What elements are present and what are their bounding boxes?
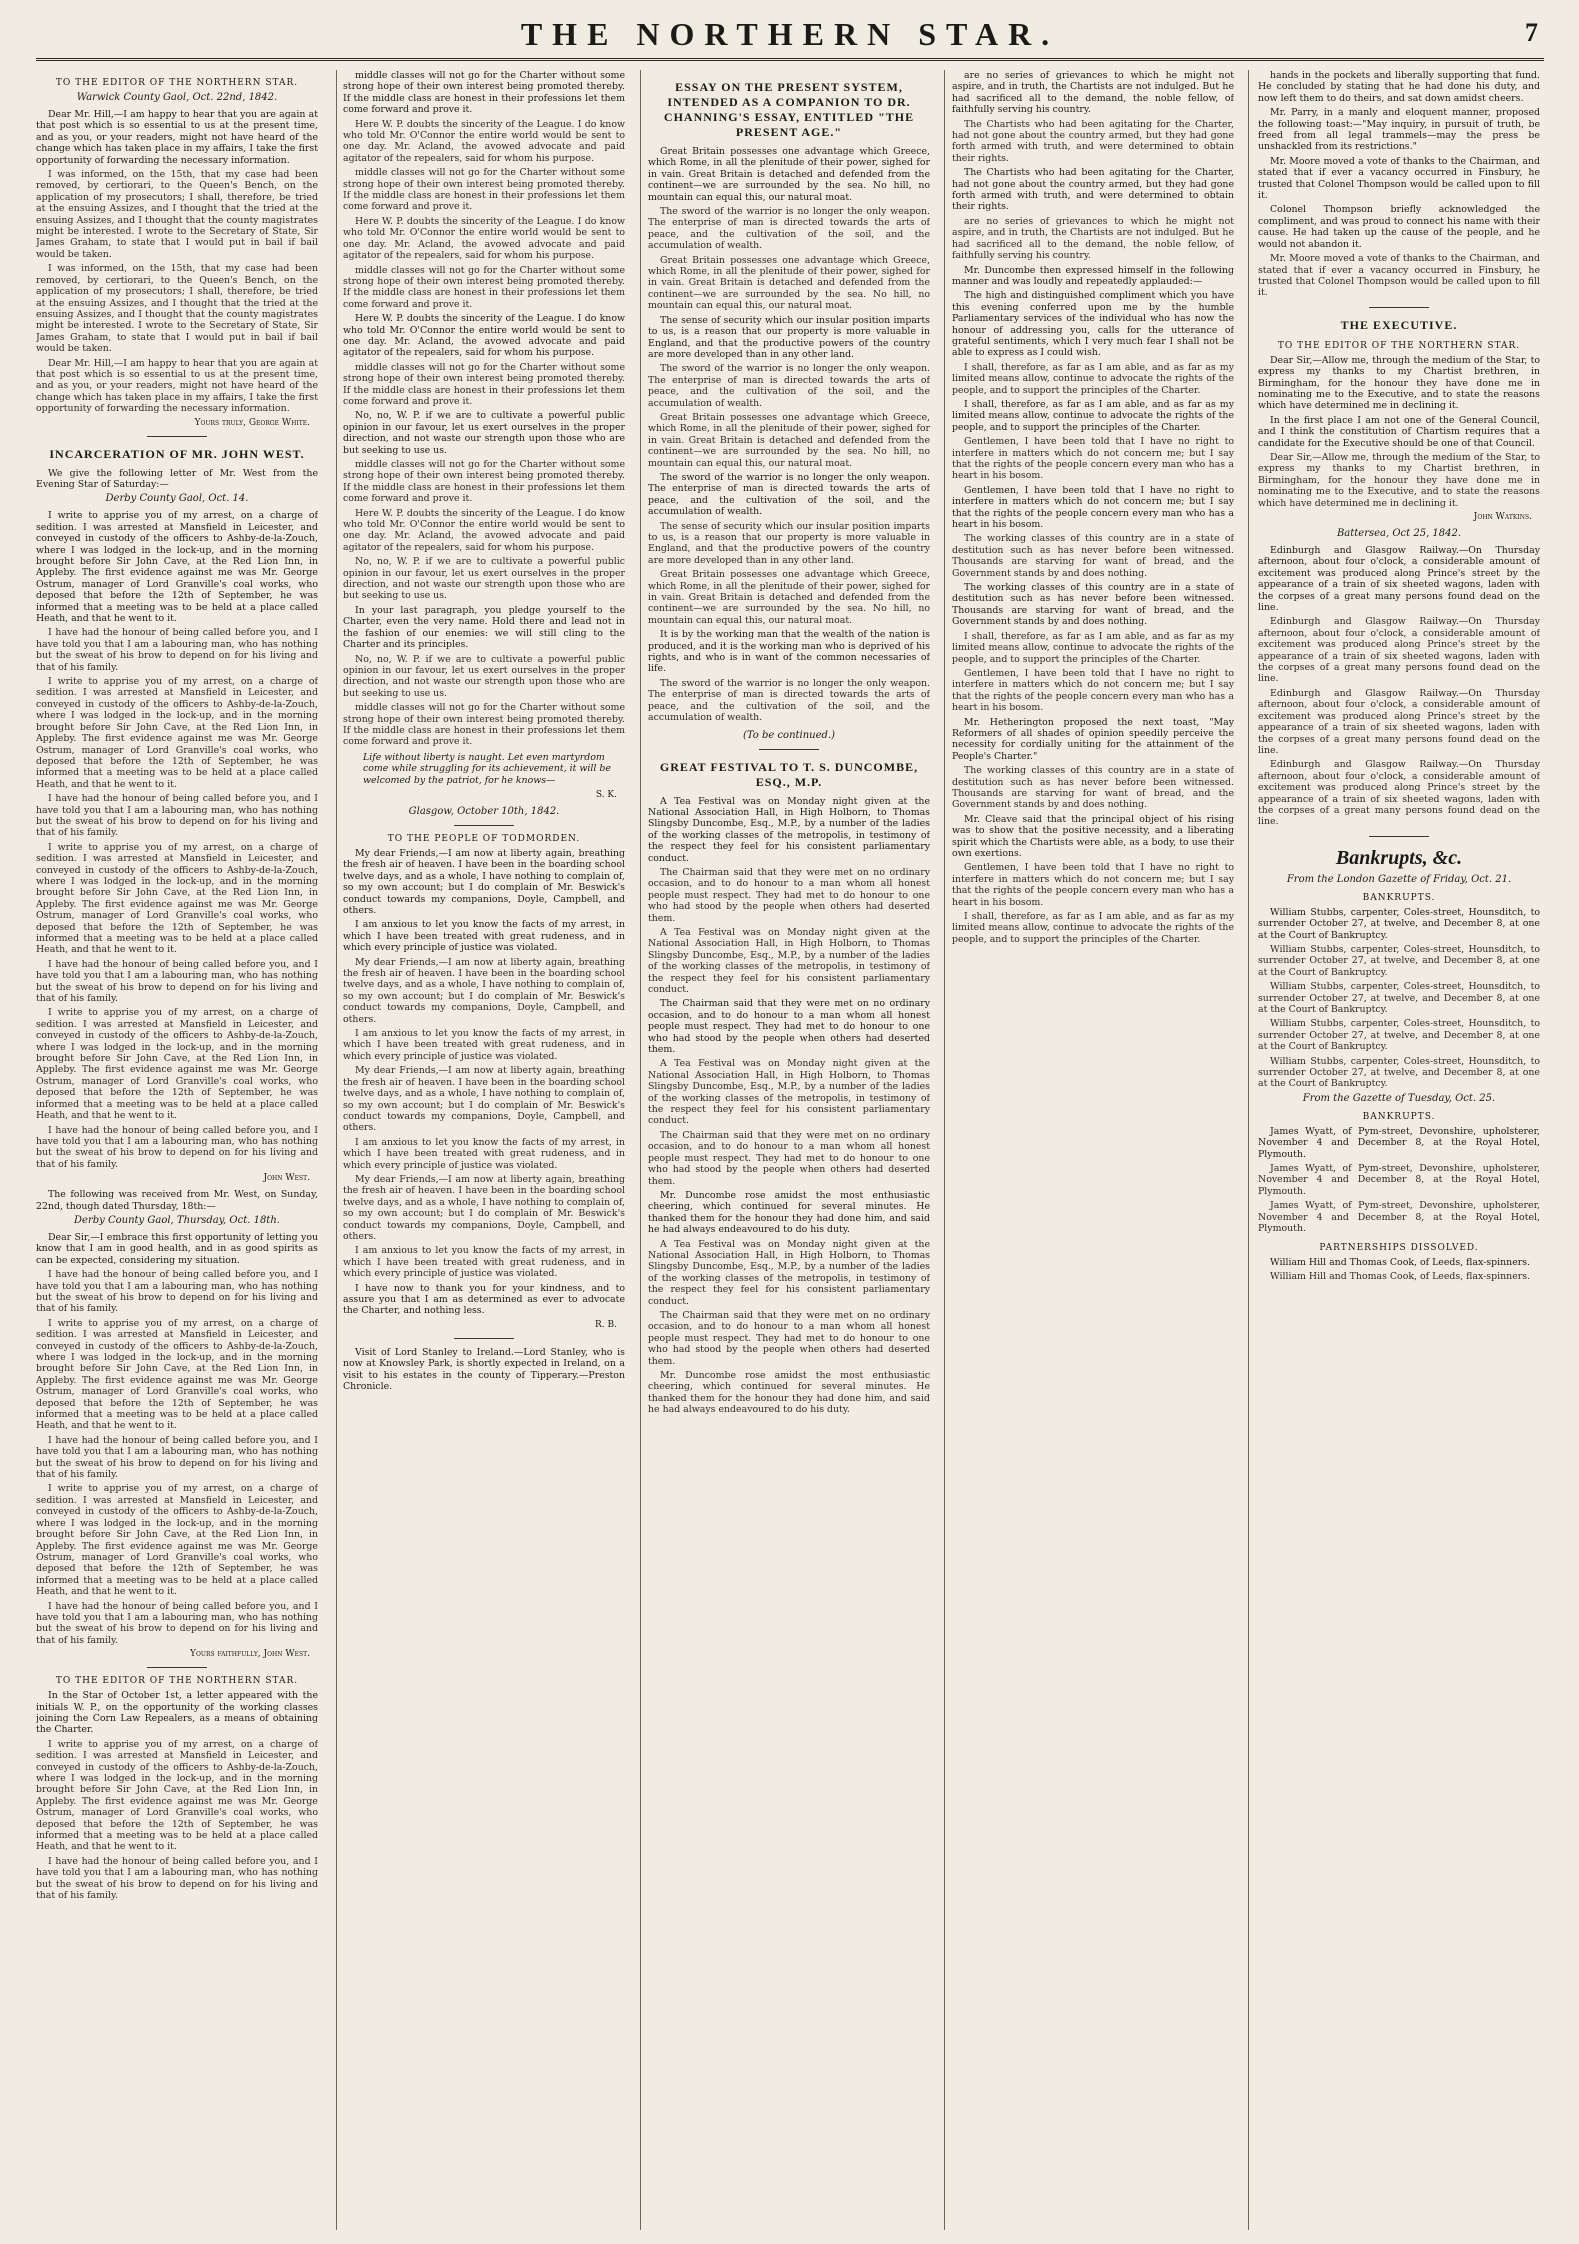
article-paragraph: middle classes will not go for the Charter without some strong hope of their own interest being promoted thereby. If the middle class are honest in their professions let them come forward and prove it. — [343, 167, 625, 213]
column-rule — [336, 70, 337, 2230]
column-grid — [36, 70, 1544, 2230]
article-paragraph: Mr. Duncombe rose amidst the most enthusiastic cheering, which continued for several minutes. He thanked them for the honour they had done him, and said he had always endeavoured to do his duty. — [648, 1370, 930, 1416]
letter-dateline: Derby County Gaol, Thursday, Oct. 18th. — [74, 1214, 280, 1226]
news-item: Edinburgh and Glasgow Railway.—On Thursday afternoon, about four o'clock, a considerable amount of excitement was produced along Prince's street by the appearance of a train of six sheeted wagons, laden with the corpses of a great many persons found dead on the line. — [1258, 759, 1540, 828]
article-paragraph: No, no, W. P. if we are to cultivate a powerful public opinion in our favour, let us exert ourselves in the proper direction, and not waste our strength upon those who are but seeking to use us. — [343, 556, 625, 602]
article-paragraph: The Chartists who had been agitating for the Charter, had not gone about the country armed, but they had gone forth armed with truth, and were determined to obtain their rights. — [952, 167, 1234, 213]
article-paragraph: My dear Friends,—I am now at liberty again, breathing the fresh air of heaven. I have been in the boarding school twelve days, and as a whole, I have nothing to complain of, so my own account; but I do complain of Mr. Beswick's conduct towards my companions, Doyle, Campbell, and others. — [343, 1065, 625, 1134]
article-paragraph: Mr. Parry, in a manly and eloquent manner, proposed the following toast:—"May inquiry, in pursuit of truth, be freed from all legal trammels—may the press be unshackled from its restrictions." — [1258, 107, 1540, 153]
article-paragraph: I am anxious to let you know the facts of my arrest, in which I have been treated with great rudeness, and in which every principle of justice was violated. — [343, 1028, 625, 1062]
news-item: Edinburgh and Glasgow Railway.—On Thursday afternoon, about four o'clock, a considerable amount of excitement was produced along Prince's street by the appearance of a train of six sheeted wagons, laden with the corpses of a great many persons found dead on the line. — [1258, 616, 1540, 685]
list-heading: PARTNERSHIPS DISSOLVED. — [1319, 1242, 1479, 1253]
article-paragraph: I write to apprise you of my arrest, on a charge of sedition. I was arrested at Mansfield in Leicester, and conveyed in custody of the officers to Ashby-de-la-Zouch, where I was lodged in the lock-up, and in the morning brought before Sir John Cave, at the Red Lion Inn, in Appleby. The first evidence against me was Mr. George Ostrum, manager of Lord Granville's coal works, who deposed that before the 12th of September, he was informed that a meeting was to be held at a place called Heath, and that he went to it. — [36, 1007, 318, 1122]
article-paragraph: I have had the honour of being called before you, and I have told you that I am a labouring man, who has nothing but the sweat of his brow to depend on for his living and that of his family. — [36, 1434, 318, 1481]
list-item: William Stubbs, carpenter, Coles-street, Hounsditch, to surrender October 27, at twelve, and December 8, at one at the Court of Bankruptcy. — [1258, 906, 1540, 941]
article-paragraph: My dear Friends,—I am now at liberty again, breathing the fresh air of heaven. I have been in the boarding school twelve days, and as a whole, I have nothing to complain of, so my own account; but I do complain of Mr. Beswick's conduct towards my companions, Doyle, Campbell, and others. — [343, 1173, 625, 1242]
divider — [454, 1338, 514, 1339]
article-paragraph: No, no, W. P. if we are to cultivate a powerful public opinion in our favour, let us exert ourselves in the proper direction, and not waste our strength upon those who are but seeking to use us. — [343, 410, 625, 456]
column-2 — [343, 70, 625, 2230]
article-paragraph: Dear Sir,—I embrace this first opportunity of letting you know that I am in good health, and in as good spirits as can be expected, considering my situation. — [36, 1231, 318, 1266]
article-paragraph: I write to apprise you of my arrest, on a charge of sedition. I was arrested at Mansfield in Leicester, and conveyed in custody of the officers to Ashby-de-la-Zouch, where I was lodged in the lock-up, and in the morning brought before Sir John Cave, at the Red Lion Inn, in Appleby. The first evidence against me was Mr. George Ostrum, manager of Lord Granville's coal works, who deposed that before the 12th of September, he was informed that a meeting was to be held at a place called Heath, and that he went to it. — [36, 841, 318, 956]
column-rule — [1248, 70, 1249, 2230]
list-item: James Wyatt, of Pym-street, Devonshire, upholsterer, November 4 and December 8, at the Royal Hotel, Plymouth. — [1258, 1163, 1540, 1197]
letter-heading: TO THE PEOPLE OF TODMORDEN. — [387, 833, 581, 844]
signature: John West. — [263, 1173, 310, 1184]
column-5 — [1258, 70, 1540, 2230]
list-heading: BANKRUPTS. — [1362, 892, 1436, 903]
article-paragraph: I was informed, on the 15th, that my case had been removed, by certiorari, to the Queen's Bench, on the application of my prosecutors; I shall, therefore, be tried at the ensuing Assizes, and I thought that the tried at the ensuing Assizes, and I thought that the county magistrates might be interested. I wrote to the Secretary of State, Sir James Graham, to state that I would put in bail if bail would be taken. — [36, 169, 318, 260]
article-paragraph: I have had the honour of being called before you, and I have told you that I am a labouring man, who has nothing but the sweat of his brow to depend on for his living and that of his family. — [36, 1269, 318, 1315]
article-paragraph: I shall, therefore, as far as I am able, and as far as my limited means allow, continue to advocate the rights of the people, and to support the principles of the Charter. — [952, 398, 1234, 433]
article-paragraph: I shall, therefore, as far as I am able, and as far as my limited means allow, continue to advocate the rights of the people, and to support the principles of the Charter. — [952, 911, 1234, 945]
article-paragraph: Gentlemen, I have been told that I have no right to interfere in matters which do not concern me; but I say that the rights of the people concern every man who has a heart in his bosom. — [952, 862, 1234, 908]
signature: Yours faithfully, John West. — [190, 1649, 310, 1660]
article-paragraph: Here W. P. doubts the sincerity of the League. I do know who told Mr. O'Connor the entire world would be sent to one day. Mr. Acland, the avowed advocate and paid agitator of the repealers, said for whom his purpose. — [343, 507, 625, 553]
article-paragraph: A Tea Festival was on Monday night given at the National Association Hall, in High Holborn, to Thomas Slingsby Duncombe, Esq., M.P., by a number of the ladies of the working classes of the metropolis, in testimony of the respect they feel for his consistent parliamentary conduct. — [648, 926, 930, 995]
article-paragraph: I write to apprise you of my arrest, on a charge of sedition. I was arrested at Mansfield in Leicester, and conveyed in custody of the officers to Ashby-de-la-Zouch, where I was lodged in the lock-up, and in the morning brought before Sir John Cave, at the Red Lion Inn, in Appleby. The first evidence against me was Mr. George Ostrum, manager of Lord Granville's coal works, who deposed that before the 12th of September, he was informed that a meeting was to be held at a place called Heath, and that he went to it. — [36, 676, 318, 790]
article-paragraph: The sword of the warrior is no longer the only weapon. The enterprise of man is directed towards the arts of peace, and the cultivation of the soil, and the accumulation of wealth. — [648, 677, 930, 724]
article-paragraph: Dear Mr. Hill,—I am happy to hear that you are again at that post which is so essential to us at the present time, and as you, or your readers, might not have heard of the change which has taken place in my affairs, I take the first opportunity of forwarding the necessary information. — [36, 357, 318, 415]
article-paragraph: middle classes will not go for the Charter without some strong hope of their own interest being promoted thereby. If the middle class are honest in their professions let them come forward and prove it. — [343, 264, 625, 310]
column-rule — [640, 70, 641, 2230]
article-paragraph: The sword of the warrior is no longer the only weapon. The enterprise of man is directed towards the arts of peace, and the cultivation of the soil, and the accumulation of wealth. — [648, 206, 930, 252]
list-item: James Wyatt, of Pym-street, Devonshire, upholsterer, November 4 and December 8, at the Royal Hotel, Plymouth. — [1258, 1125, 1540, 1160]
article-paragraph: Gentlemen, I have been told that I have no right to interfere in matters which do not concern me; but I say that the rights of the people concern every man who has a heart in his bosom. — [952, 667, 1234, 714]
article-paragraph: It is by the working man that the wealth of the nation is produced, and it is the working man who is deprived of his rights, and who is in want of the common necessaries of life. — [648, 629, 930, 675]
letter-heading: TO THE EDITOR OF THE NORTHERN STAR. — [55, 1676, 299, 1687]
article-paragraph: The working classes of this country are in a state of destitution such as has never before been witnessed. Thousands are starving for want of bread, and the Government stands by and does nothing. — [952, 582, 1234, 628]
article-paragraph: Great Britain possesses one advantage which Greece, which Rome, in all the plenitude of their power, sighed for in vain. Great Britain is detached and defended from the continent—we are surrounded by the sea. No hill, no mountain can equal this, our natural moat. — [648, 411, 930, 469]
article-paragraph: In your last paragraph, you pledge yourself to the Charter, even the very name. Hold there and lead not in the fashion of our enemies: we will still cling to the Charter and its principles. — [343, 604, 625, 651]
article-paragraph: hands in the pockets and liberally supporting that fund. He concluded by stating that he had done his duty, and now left them to do theirs, and sat down amidst cheers. — [1258, 70, 1540, 104]
article-paragraph: The high and distinguished compliment which you have this evening conferred upon me by the humble Parliamentary services of the individual who has now the honour of addressing you, calls for the utterance of grateful sentiments, which I very much fear I shall not be able to express as I could wish. — [952, 290, 1234, 359]
article-paragraph: are no series of grievances to which he might not aspire, and in truth, the Chartists are not indulged. But he had sacrificed all to the demand, the noble fellow, of faithfully serving his country. — [952, 70, 1234, 116]
article-paragraph: The sense of security which our insular position imparts to us, is a reason that our property is more valuable in England, and that the productive powers of the country are more developed than in any other land. — [648, 314, 930, 360]
signature: Yours truly, George White. — [194, 417, 310, 428]
article-paragraph: The working classes of this country are in a state of destitution such as has never before been witnessed. Thousands are starving for want of bread, and the Government stands by and does nothing. — [952, 765, 1234, 811]
news-item: Visit of Lord Stanley to Ireland.—Lord Stanley, who is now at Knowsley Park, is shortly expected in Ireland, on a visit to his estates in the county of Tipperary.—Preston Chronicle. — [343, 1346, 625, 1393]
article-paragraph: Colonel Thompson briefly acknowledged the compliment, and was proud to connect his name with their cause. He had taken up the cause of the people, and he would not abandon it. — [1258, 204, 1540, 250]
article-paragraph: I am anxious to let you know the facts of my arrest, in which I have been treated with great rudeness, and in which every principle of justice was violated. — [343, 919, 625, 954]
article-paragraph: Mr. Moore moved a vote of thanks to the Chairman, and stated that if ever a vacancy occurred in Finsbury, he trusted that Colonel Thompson would be called upon to fill it. — [1258, 253, 1540, 299]
list-item: William Stubbs, carpenter, Coles-street, Hounsditch, to surrender October 27, at twelve, and December 8, at one at the Court of Bankruptcy. — [1258, 943, 1540, 978]
article-paragraph: I write to apprise you of my arrest, on a charge of sedition. I was arrested at Mansfield in Leicester, and conveyed in custody of the officers to Ashby-de-la-Zouch, where I was lodged in the lock-up, and in the morning brought before Sir John Cave, at the Red Lion Inn, in Appleby. The first evidence against me was Mr. George Ostrum, manager of Lord Granville's coal works, who deposed that before the 12th of September, he was informed that a meeting was to be held at a place called Heath, and that he went to it. — [36, 1317, 318, 1432]
gazette-dateline: From the London Gazette of Friday, Oct. 21. — [1286, 873, 1512, 885]
newspaper-page — [36, 12, 1544, 2232]
article-headline: ESSAY ON THE PRESENT SYSTEM, INTENDED AS A COMPANION TO DR. CHANNING'S ESSAY, ENTITLED "THE PRESENT AGE." — [663, 80, 915, 139]
letter-dateline: Derby County Gaol, Oct. 14. — [105, 493, 249, 505]
article-paragraph: The working classes of this country are in a state of destitution such as has never before been witnessed. Thousands are starving for want of bread, and the Government stands by and does nothing. — [952, 533, 1234, 579]
article-headline: INCARCERATION OF MR. JOHN WEST. — [49, 446, 305, 461]
article-paragraph: The following was received from Mr. West, on Sunday, 22nd, though dated Thursday, 18th:— — [36, 1189, 318, 1212]
article-paragraph: I shall, therefore, as far as I am able, and as far as my limited means allow, continue to advocate the rights of the people, and to support the principles of the Charter. — [952, 630, 1234, 665]
article-paragraph: Dear Mr. Hill,—I am happy to hear that you are again at that post which is so essential to us at the present time, and as you, or your readers, might not have heard of the change which has taken place in my affairs, I take the first opportunity of forwarding the necessary information. — [36, 109, 318, 166]
column-rule — [944, 70, 945, 2230]
article-paragraph: middle classes will not go for the Charter without some strong hope of their own interest being promoted thereby. If the middle class are honest in their professions let them come forward and prove it. — [343, 459, 625, 505]
article-paragraph: I am anxious to let you know the facts of my arrest, in which I have been treated with great rudeness, and in which every principle of justice was violated. — [343, 1245, 625, 1280]
divider — [1369, 307, 1429, 308]
article-paragraph: are no series of grievances to which he might not aspire, and in truth, the Chartists are not indulged. But he had sacrificed all to the demand, the noble fellow, of faithfully serving his country. — [952, 215, 1234, 262]
article-paragraph: I have had the honour of being called before you, and I have told you that I am a labouring man, who has nothing but the sweat of his brow to depend on for his living and that of his family. — [36, 793, 318, 839]
divider — [1369, 836, 1429, 837]
article-paragraph: Dear Sir,—Allow me, through the medium of the Star, to express my thanks to my Chartist brethren, in Birmingham, for the honour they have done me in nominating me to the Executive, and to state the reasons which have determined me in declining it. — [1258, 451, 1540, 509]
list-item: William Stubbs, carpenter, Coles-street, Hounsditch, to surrender October 27, at twelve, and December 8, at one at the Court of Bankruptcy. — [1258, 1055, 1540, 1090]
article-paragraph: The sword of the warrior is no longer the only weapon. The enterprise of man is directed towards the arts of peace, and the cultivation of the soil, and the accumulation of wealth. — [648, 363, 930, 409]
article-paragraph: middle classes will not go for the Charter without some strong hope of their own interest being promoted thereby. If the middle class are honest in their professions let them come forward and prove it. — [343, 361, 625, 407]
article-headline: GREAT FESTIVAL TO T. S. DUNCOMBE, ESQ., M.P. — [659, 759, 919, 789]
article-paragraph: I am anxious to let you know the facts of my arrest, in which I have been treated with great rudeness, and in which every principle of justice was violated. — [343, 1136, 625, 1171]
list-item: William Stubbs, carpenter, Coles-street, Hounsditch, to surrender October 27, at twelve, and December 8, at one at the Court of Bankruptcy. — [1258, 1018, 1540, 1053]
article-paragraph: Mr. Hetherington proposed the next toast, "May Reformers of all shades of opinion speedily perceive the necessity for cordially uniting for the attainment of the People's Charter." — [952, 716, 1234, 762]
article-paragraph: A Tea Festival was on Monday night given at the National Association Hall, in High Holborn, to Thomas Slingsby Duncombe, Esq., M.P., by a number of the ladies of the working classes of the metropolis, in testimony of the respect they feel for his consistent parliamentary conduct. — [648, 1058, 930, 1127]
article-paragraph: I was informed, on the 15th, that my case had been removed, by certiorari, to the Queen's Bench, on the application of my prosecutors; I shall, therefore, be tried at the ensuing Assizes, and I thought that the tried at the ensuing Assizes, and I thought that the county magistrates might be interested. I wrote to the Secretary of State, Sir James Graham, to state that I would put in bail if bail would be taken. — [36, 263, 318, 355]
article-paragraph: Here W. P. doubts the sincerity of the League. I do know who told Mr. O'Connor the entire world would be sent to one day. Mr. Acland, the avowed advocate and paid agitator of the repealers, said for whom his purpose. — [343, 118, 625, 164]
article-paragraph: Gentlemen, I have been told that I have no right to interfere in matters which do not concern me; but I say that the rights of the people concern every man who has a heart in his bosom. — [952, 436, 1234, 482]
gazette-dateline: From the Gazette of Tuesday, Oct. 25. — [1302, 1092, 1496, 1104]
article-paragraph: Dear Sir,—Allow me, through the medium of the Star, to express my thanks to my Chartist brethren, in Birmingham, for the honour they have done me in nominating me to the Executive, and to state the reasons which have determined me in declining it. — [1258, 354, 1540, 412]
letter-heading: TO THE EDITOR OF THE NORTHERN STAR. — [55, 78, 299, 88]
article-paragraph: Mr. Cleave said that the principal object of his rising was to show that the positive necessity, and a liberating spirit which the Chartists were able, as a body, to use their own exertions. — [952, 813, 1234, 859]
article-paragraph: In the Star of October 1st, a letter appeared with the initials W. P., on the opportunity of the working classes joining the Corn Law Repealers, as a means of obtaining the Charter. — [36, 1690, 318, 1736]
letter-dateline: Battersea, Oct 25, 1842. — [1336, 528, 1462, 539]
signature: R. B. — [595, 1319, 617, 1330]
divider — [759, 749, 819, 750]
article-paragraph: Great Britain possesses one advantage which Greece, which Rome, in all the plenitude of their power, sighed for in vain. Great Britain is detached and defended from the continent—we are surrounded by the sea. No hill, no mountain can equal this, our natural moat. — [648, 146, 930, 203]
article-paragraph: A Tea Festival was on Monday night given at the National Association Hall, in High Holborn, to Thomas Slingsby Duncombe, Esq., M.P., by a number of the ladies of the working classes of the metropolis, in testimony of the respect they feel for his consistent parliamentary conduct. — [648, 1238, 930, 1307]
article-paragraph: Here W. P. doubts the sincerity of the League. I do know who told Mr. O'Connor the entire world would be sent to one day. Mr. Acland, the avowed advocate and paid agitator of the repealers, said for whom his purpose. — [343, 313, 625, 359]
article-paragraph: The Chartists who had been agitating for the Charter, had not gone about the country armed, but they had gone forth armed with truth, and were determined to obtain their rights. — [952, 118, 1234, 164]
article-paragraph: The Chairman said that they were met on no ordinary occasion, and to do honour to a man whom all honest people must respect. They had met to do honour to one who had stood by the people when others had deserted them. — [648, 1129, 930, 1187]
article-paragraph: The Chairman said that they were met on no ordinary occasion, and to do honour to a man whom all honest people must respect. They had met to do honour to one who had stood by the people when others had deserted them. — [648, 998, 930, 1056]
article-paragraph: The sense of security which our insular position imparts to us, is a reason that our property is more valuable in England, and that the productive powers of the country are more developed than in any other land. — [648, 520, 930, 566]
list-item: William Stubbs, carpenter, Coles-street, Hounsditch, to surrender October 27, at twelve, and December 8, at one at the Court of Bankruptcy. — [1258, 981, 1540, 1015]
article-paragraph: Mr. Duncombe then expressed himself in the following manner and was loudly and repeatedly applauded:— — [952, 264, 1234, 287]
article-paragraph: A Tea Festival was on Monday night given at the National Association Hall, in High Holborn, to Thomas Slingsby Duncombe, Esq., M.P., by a number of the ladies of the working classes of the metropolis, in testimony of the respect they feel for his consistent parliamentary conduct. — [648, 795, 930, 864]
article-paragraph: My dear Friends,—I am now at liberty again, breathing the fresh air of heaven. I have been in the boarding school twelve days, and as a whole, I have nothing to complain of, so my own account; but I do complain of Mr. Beswick's conduct towards my companions, Doyle, Campbell, and others. — [343, 956, 625, 1025]
article-paragraph: Great Britain possesses one advantage which Greece, which Rome, in all the plenitude of their power, sighed for in vain. Great Britain is detached and defended from the continent—we are surrounded by the sea. No hill, no mountain can equal this, our natural moat. — [648, 254, 930, 312]
divider — [147, 1667, 207, 1668]
news-item: Edinburgh and Glasgow Railway.—On Thursday afternoon, about four o'clock, a considerable amount of excitement was produced along Prince's street by the appearance of a train of six sheeted wagons, laden with the corpses of a great many persons found dead on the line. — [1258, 545, 1540, 614]
article-paragraph: I write to apprise you of my arrest, on a charge of sedition. I was arrested at Mansfield in Leicester, and conveyed in custody of the officers to Ashby-de-la-Zouch, where I was lodged in the lock-up, and in the morning brought before Sir John Cave, at the Red Lion Inn, in Appleby. The first evidence against me was Mr. George Ostrum, manager of Lord Granville's coal works, who deposed that before the 12th of September, he was informed that a meeting was to be held at a place called Heath, and that he went to it. — [36, 510, 318, 625]
divider — [454, 825, 514, 826]
section-heading-bankrupts: Bankrupts, &c. — [1335, 846, 1463, 869]
letter-heading: TO THE EDITOR OF THE NORTHERN STAR. — [1277, 340, 1521, 351]
article-paragraph: middle classes will not go for the Charter without some strong hope of their own interest being promoted thereby. If the middle class are honest in their professions let them come forward and prove it. — [343, 70, 625, 116]
article-paragraph: In the first place I am not one of the General Council, and I think the constitution of Chartism requires that a candidate for the Executive should be one of that Council. — [1258, 414, 1540, 449]
page-number: 7 — [1525, 18, 1538, 47]
article-paragraph: middle classes will not go for the Charter without some strong hope of their own interest being promoted thereby. If the middle class are honest in their professions let them come forward and prove it. — [343, 702, 625, 748]
divider — [147, 436, 207, 437]
column-3 — [648, 70, 930, 2230]
article-paragraph: I have had the honour of being called before you, and I have told you that I am a labouring man, who has nothing but the sweat of his brow to depend on for his living and that of his family. — [36, 958, 318, 1005]
article-paragraph: I have had the honour of being called before you, and I have told you that I am a labouring man, who has nothing but the sweat of his brow to depend on for his living and that of his family. — [36, 1600, 318, 1646]
letter-dateline: Warwick County Gaol, Oct. 22nd, 1842. — [76, 92, 278, 103]
list-heading: BANKRUPTS. — [1362, 1111, 1436, 1122]
article-paragraph: Gentlemen, I have been told that I have no right to interfere in matters which do not concern me; but I say that the rights of the people concern every man who has a heart in his bosom. — [952, 484, 1234, 531]
article-paragraph: The Chairman said that they were met on no ordinary occasion, and to do honour to a man whom all honest people must respect. They had met to do honour to one who had stood by the people when others had deserted them. — [648, 866, 930, 924]
article-paragraph: The Chairman said that they were met on no ordinary occasion, and to do honour to a man whom all honest people must respect. They had met to do honour to one who had stood by the people when others had deserted them. — [648, 1309, 930, 1367]
verse: Life without liberty is naught. Let even martyrdom come while struggling for its achievement, it will be welcomed by the patriot, for he knows— — [363, 751, 611, 786]
article-paragraph: I write to apprise you of my arrest, on a charge of sedition. I was arrested at Mansfield in Leicester, and conveyed in custody of the officers to Ashby-de-la-Zouch, where I was lodged in the lock-up, and in the morning brought before Sir John Cave, at the Red Lion Inn, in Appleby. The first evidence against me was Mr. George Ostrum, manager of Lord Granville's coal works, who deposed that before the 12th of September, he was informed that a meeting was to be held at a place called Heath, and that he went to it. — [36, 1738, 318, 1853]
list-item: William Hill and Thomas Cook, of Leeds, flax-spinners. — [1270, 1256, 1531, 1268]
article-paragraph: My dear Friends,—I am now at liberty again, breathing the fresh air of heaven. I have been in the boarding school twelve days, and as a whole, I have nothing to complain of, so my own account; but I do complain of Mr. Beswick's conduct towards my companions, Doyle, Campbell, and others. — [343, 847, 625, 916]
signature: John Watkins. — [1473, 512, 1532, 522]
article-paragraph: I have had the honour of being called before you, and I have told you that I am a labouring man, who has nothing but the sweat of his brow to depend on for his living and that of his family. — [36, 627, 318, 673]
newspaper-title: THE NORTHERN STAR. — [520, 16, 1060, 52]
list-item: William Hill and Thomas Cook, of Leeds, flax-spinners. — [1270, 1270, 1531, 1282]
article-paragraph: I write to apprise you of my arrest, on a charge of sedition. I was arrested at Mansfield in Leicester, and conveyed in custody of the officers to Ashby-de-la-Zouch, where I was lodged in the lock-up, and in the morning brought before Sir John Cave, at the Red Lion Inn, in Appleby. The first evidence against me was Mr. George Ostrum, manager of Lord Granville's coal works, who deposed that before the 12th of September, he was informed that a meeting was to be held at a place called Heath, and that he went to it. — [36, 1483, 318, 1598]
article-paragraph: Here W. P. doubts the sincerity of the League. I do know who told Mr. O'Connor the entire world would be sent to one day. Mr. Acland, the avowed advocate and paid agitator of the repealers, said for whom his purpose. — [343, 215, 625, 262]
signature: S. K. — [595, 789, 617, 800]
article-paragraph: I have had the honour of being called before you, and I have told you that I am a labouring man, who has nothing but the sweat of his brow to depend on for his living and that of his family. — [36, 1124, 318, 1170]
article-headline: THE EXECUTIVE. — [1340, 317, 1458, 332]
article-paragraph: I have had the honour of being called before you, and I have told you that I am a labouring man, who has nothing but the sweat of his brow to depend on for his living and that of his family. — [36, 1855, 318, 1902]
article-intro: We give the following letter of Mr. West from the Evening Star of Saturday:— — [36, 467, 318, 490]
continued-note: (To be continued.) — [742, 729, 836, 741]
article-paragraph: The sword of the warrior is no longer the only weapon. The enterprise of man is directed towards the arts of peace, and the cultivation of the soil, and the accumulation of wealth. — [648, 471, 930, 518]
article-paragraph: Great Britain possesses one advantage which Greece, which Rome, in all the plenitude of their power, sighed for in vain. Great Britain is detached and defended from the continent—we are surrounded by the sea. No hill, no mountain can equal this, our natural moat. — [648, 569, 930, 626]
column-1 — [36, 70, 318, 2230]
article-paragraph: Mr. Duncombe rose amidst the most enthusiastic cheering, which continued for several minutes. He thanked them for the honour they had done him, and said he had always endeavoured to do his duty. — [648, 1189, 930, 1236]
news-item: Edinburgh and Glasgow Railway.—On Thursday afternoon, about four o'clock, a considerable amount of excitement was produced along Prince's street by the appearance of a train of six sheeted wagons, laden with the corpses of a great many persons found dead on the line. — [1258, 687, 1540, 756]
article-paragraph: Mr. Moore moved a vote of thanks to the Chairman, and stated that if ever a vacancy occurred in Finsbury, he trusted that Colonel Thompson would be called upon to fill it. — [1258, 155, 1540, 202]
letter-dateline: Glasgow, October 10th, 1842. — [408, 805, 560, 817]
masthead — [36, 12, 1544, 61]
article-paragraph: No, no, W. P. if we are to cultivate a powerful public opinion in our favour, let us exert ourselves in the proper direction, and not waste our strength upon those who are but seeking to use us. — [343, 653, 625, 699]
column-4 — [952, 70, 1234, 2230]
article-paragraph: I have now to thank you for your kindness, and to assure you that I am as determined as ever to advocate the Charter, and nothing less. — [343, 1282, 625, 1317]
list-item: James Wyatt, of Pym-street, Devonshire, upholsterer, November 4 and December 8, at the Royal Hotel, Plymouth. — [1258, 1200, 1540, 1235]
article-paragraph: I shall, therefore, as far as I am able, and as far as my limited means allow, continue to advocate the rights of the people, and to support the principles of the Charter. — [952, 361, 1234, 396]
